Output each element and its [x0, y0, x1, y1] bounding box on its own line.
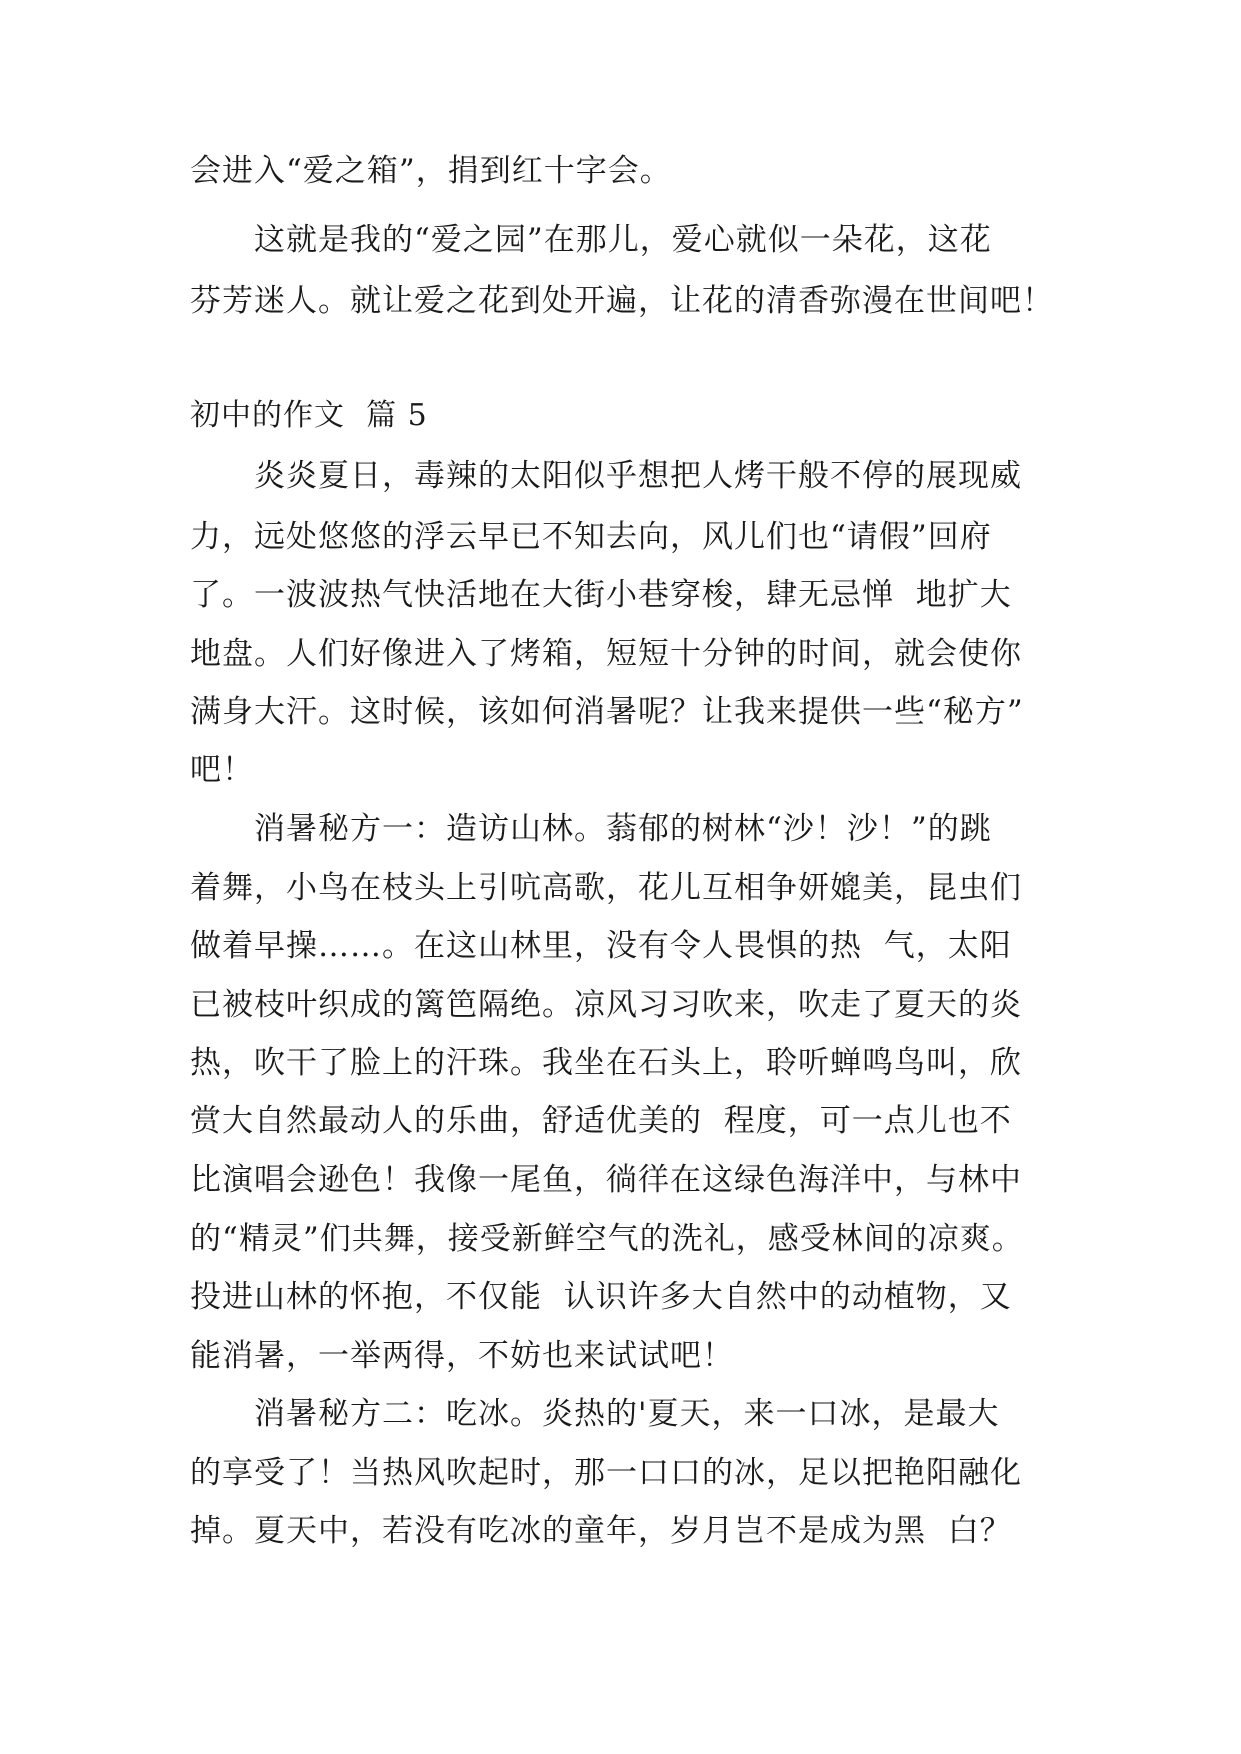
text-line: 力，远处悠悠的浮云早已不知去向，风儿们也“请假”回府: [190, 519, 992, 555]
text-line: 掉。夏天中，若没有吃冰的童年，岁月岂不是成为黑 白？: [190, 1513, 1012, 1549]
text-line: 消暑秘方一：造访山林。蓊郁的树林“沙！沙！”的跳: [190, 811, 992, 847]
text-line: 着舞，小鸟在枝头上引吭高歌，花儿互相争妍媲美，昆虫们: [190, 870, 1022, 906]
text-line: 这就是我的“爱之园”在那儿，爱心就似一朵花，这花: [190, 222, 992, 258]
text-line: 赏大自然最动人的乐曲，舒适优美的 程度，可一点儿也不: [190, 1103, 1012, 1139]
text-line: 芬芳迷人。就让爱之花到处开遍，让花的清香弥漫在世间吧！: [190, 283, 1054, 319]
text-line: 吧！: [190, 752, 254, 788]
text-line: 满身大汗。这时候，该如何消暑呢？让我来提供一些“秘方”: [190, 694, 1024, 730]
text-line: 已被枝叶织成的篱笆隔绝。凉风习习吹来，吹走了夏天的炎: [190, 987, 1022, 1023]
text-line: 的享受了！当热风吹起时，那一口口的冰，足以把艳阳融化: [190, 1455, 1022, 1491]
text-line: 热，吹干了脸上的汗珠。我坐在石头上，聆听蝉鸣鸟叫，欣: [190, 1045, 1022, 1081]
text-line: 地盘。人们好像进入了烤箱，短短十分钟的时间，就会使你: [190, 636, 1022, 672]
text-line: 能消暑，一举两得，不妨也来试试吧！: [190, 1338, 734, 1374]
text-line: 做着早操……。在这山林里，没有令人畏惧的热 气，太阳: [190, 928, 1012, 964]
text-line: 炎炎夏日，毒辣的太阳似乎想把人烤干般不停的展现威: [190, 458, 1022, 494]
text-line: 了。一波波热气快活地在大街小巷穿梭，肆无忌惮 地扩大: [190, 577, 1012, 613]
text-line: 比演唱会逊色！我像一尾鱼，徜徉在这绿色海洋中，与林中: [190, 1162, 1022, 1198]
text-line: 投进山林的怀抱，不仅能 认识许多大自然中的动植物，又: [190, 1279, 1012, 1315]
section-title: 初中的作文 篇 5: [190, 398, 428, 433]
text-line: 会进入“爱之箱”，捐到红十字会。: [190, 153, 672, 189]
text-line: 的“精灵”们共舞，接受新鲜空气的洗礼，感受林间的凉爽。: [190, 1221, 1024, 1257]
text-line: 消暑秘方二：吃冰。炎热的'夏天，来一口冰，是最大: [190, 1396, 1000, 1432]
